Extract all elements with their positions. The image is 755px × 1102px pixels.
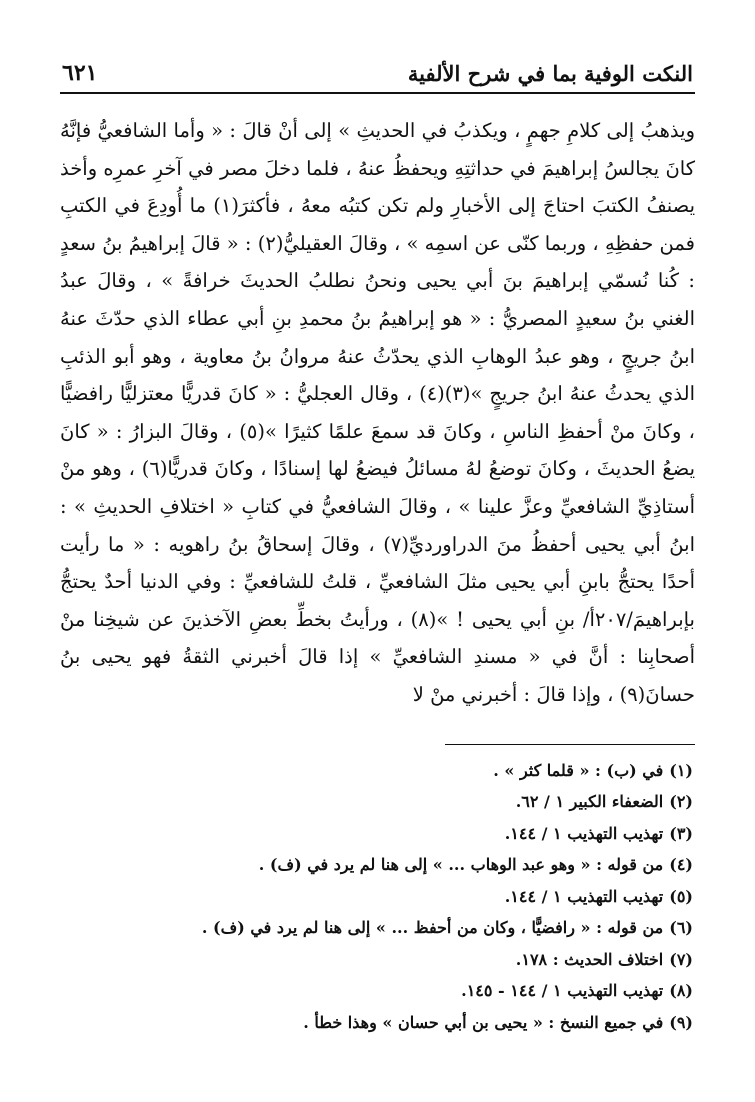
footnote-text: تهذيب التهذيب ١ / ١٤٤. — [504, 886, 664, 906]
running-title: النكت الوفية بما في شرح الألفية — [407, 61, 693, 86]
footnote-number: (١) — [669, 760, 693, 780]
footnote-text: الضعفاء الكبير ١ / ٦٢. — [515, 792, 664, 811]
footnote-item — [60, 975, 695, 1007]
footnotes-list — [60, 755, 695, 1039]
footnote-item — [60, 849, 695, 881]
footnote-number: (٤) — [669, 855, 693, 874]
page-number: ٦٢١ — [62, 60, 98, 86]
footnote-item — [60, 818, 695, 850]
footnote-text: من قوله : « رافضيًّا ، وكان من أحفظ ... » إلى هنا لم يرد في (ف) . — [201, 918, 664, 937]
body-paragraph: ويذهبُ إلى كلامِ جهمٍ ، ويكذبُ في الحديثِ » إلى أنْ قالَ : « وأما الشافعيُّ فإنَّهُ كانَ يجالسُ إبراهيمَ في حداثتِهِ ويحفظُ عنهُ ، فلما دخلَ مصر في آخرِ عمرِه وأخذ يصنفُ الكتبَ احتاجَ إلى الأخبارِ ولم تكن كتبُه معهُ ، فأكثرَ(١) ما أُودِعَ في الكتبِ فمن حفظِهِ ، وربما كنّى عن اسمِه » ، وقالَ العقيليُّ(٢) : « قالَ إبراهيمُ بنُ سعدٍ : كُنا نُسمّي إبراهيمَ بنَ أبي يحيى ونحنُ نطلبُ الحديثَ خرافةً » ، وقالَ عبدُ الغني بنُ سعيدٍ المصريُّ : « هو إبراهيمُ بنُ محمدِ بنِ أبي عطاء الذي حدّثَ عنهُ ابنُ جريجٍ ، وهو عبدُ الوهابِ الذي يحدّثُ عنهُ مروانُ بنُ معاوية ، وهو أبو الذئبِ الذي يحدثُ عنهُ ابنُ جريجٍ »(٣)(٤) ، وقال العجليُّ : « كانَ قدريًّا معتزليًّا رافضيًّا ، وكانَ منْ أحفظِ الناسِ ، وكانَ قد سمعَ علمًا كثيرًا »(٥) ، وقالَ البزارُ : « كانَ يضعُ الحديثَ ، وكانَ توضعُ لهُ مسائلُ فيضعُ لها إسنادًا ، وكانَ قدريًّا(٦) ، وهو منْ أستاذِيِّ الشافعيِّ وعزَّ علينا » ، وقالَ الشافعيُّ في كتابِ « اختلافِ الحديثِ » : ابنُ أبي يحيى أحفظُ منَ الدراورديِّ(٧) ، وقالَ إسحاقُ بنُ راهويه : « ما رأيت أحدًا يحتجُّ بابنِ أبي يحيى مثلَ الشافعيِّ ، قلتُ للشافعيِّ : وفي الدنيا أحدٌ يحتجُّ بإبراهيمَ/٢٠٧أ/ بنِ أبي يحيى ! »(٨) ، ورأيتُ بخطِّ بعضِ الآخذينَ عن شيخِنا منْ أصحابِنا : أنَّ في « مسندِ الشافعيِّ » إذا قالَ أخبرني الثقةُ فهو يحيى بنُ حسانَ(٩) ، وإذا قالَ : أخبرني منْ لا — [60, 119, 696, 706]
footnote-number: (٨) — [669, 981, 693, 1000]
footnote-item — [60, 944, 695, 976]
footnote-divider — [445, 744, 695, 745]
footnote-item — [60, 755, 695, 787]
footnote-number: (٧) — [669, 949, 693, 969]
page-header — [60, 52, 695, 94]
footnote-item — [60, 786, 695, 818]
footnote-text: من قوله : « وهو عبد الوهاب ... » إلى هنا لم يرد في (ف) . — [258, 855, 664, 874]
footnote-item — [60, 912, 695, 944]
footnote-number: (٣) — [669, 823, 693, 843]
footnote-text: تهذيب التهذيب ١ / ١٤٤ - ١٤٥. — [461, 981, 664, 1000]
footnote-item — [60, 881, 695, 913]
footnote-number: (٥) — [669, 886, 693, 906]
footnote-number: (٩) — [669, 1012, 693, 1032]
footnote-number: (٢) — [669, 792, 693, 811]
footnote-text: تهذيب التهذيب ١ / ١٤٤. — [504, 823, 664, 843]
footnote-text: في جميع النسخ : « يحيى بن أبي حسان » وهذا خطأ . — [303, 1012, 664, 1032]
footnote-text: في (ب) : « قلما كثر » . — [493, 760, 664, 780]
footnote-text: اختلاف الحديث : ١٧٨. — [515, 949, 664, 969]
footnote-item — [60, 1007, 695, 1039]
main-text — [60, 112, 695, 714]
footnote-number: (٦) — [669, 918, 693, 937]
